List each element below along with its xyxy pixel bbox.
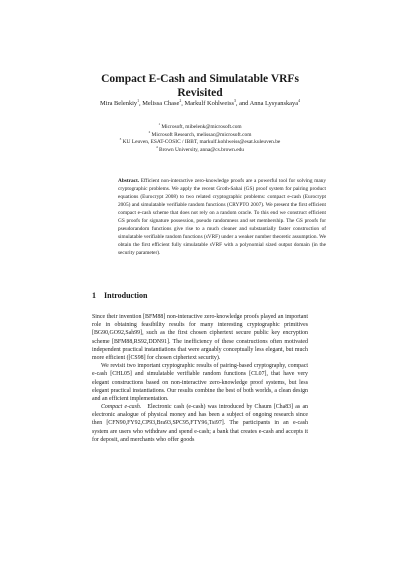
section-title: Introduction <box>104 291 148 300</box>
affiliation: $^4$ Brown University, anna@cs.brown.edu <box>156 144 244 153</box>
affiliation: $^2$ Microsoft Research, melissac@microsoft.com <box>148 129 252 138</box>
paragraph-title: Compact e-cash. <box>101 404 142 411</box>
affiliation: $^3$ KU Leuven, ESAT-COSIC / IBBT, markulf.kohlweiss@esat.kuleuven.be <box>119 137 281 146</box>
abstract-label: Abstract. <box>118 178 140 184</box>
affiliation: $^1$ Microsoft, mibelenk@microsoft.com <box>158 122 242 130</box>
author: Melissa Chase$^2$ <box>142 98 182 107</box>
body-text <box>92 313 308 444</box>
author: Markulf Kohlweiss$^3$ <box>184 98 236 107</box>
paper-title-line-2: Revisited <box>177 87 223 99</box>
affiliation-list <box>0 124 400 154</box>
section-heading <box>92 291 147 300</box>
paragraph: We revisit two important cryptographic results of pairing-based cryptography, compact e-cash [CHL05] and simulatable verifiable random functions [CL07], that have very elegant constructions based on non-interactive zero-knowledge proof systems, but less elegant practical instantiations. Our results combine the best of both worlds, a clean design and an efficient implementation. <box>92 363 308 402</box>
author: Mira Belenkiy$^1$ <box>100 98 140 107</box>
section-number: 1 <box>92 291 96 300</box>
paragraph: Compact e-cash. Electronic cash (e-cash) was introduced by Chaum [Cha83] as an electronic analogue of physical money and has been a subject of ongoing research since then [CFN90,FY92,CP93,Bra93,SPC95,FTY96,Tsi97]. The participants in an e-cash system are users who withdraw and spend e-cash; a bank that creates e-cash and accepts it for deposit, and merchants who offer goods <box>92 404 308 443</box>
abstract <box>118 178 326 258</box>
author: and Anna Lysyanskaya$^4$ <box>239 98 300 107</box>
author-list: Mira Belenkiy$^1$, Melissa Chase$^2$, Markulf Kohlweiss$^3$, and Anna Lysyanskaya$^4$ <box>100 98 300 107</box>
paragraph: Since their invention [BFM88] non-interactive zero-knowledge proofs played an important role in obtaining feasibility results for many interesting cryptographic primitives [BG90,GO92,Sah99], such as the first chosen ciphertext secure public key encryption scheme [BFM88,RS92,DDN91]. The inefficiency of these constructions often motivated independent practical instantiations that were arguably conceptually less elegant, but much more efficient ([CS98] for chosen ciphertext security). <box>92 314 308 361</box>
paper-title-line-1: Compact E-Cash and Simulatable VRFs <box>101 73 299 85</box>
abstract-text: Efficient non-interactive zero-knowledge proofs are a powerful tool for solving many cryptographic problems. We apply the recent Groth-Sahai (GS) proof system for pairing product equations (Eurocrypt 2008) to two related cryptographic problems: compact e-cash (Eurocrypt 2005) and simulatable verifiable random functions (CRYPTO 2007). We present the first efficient compact e-cash scheme that does not rely on a random oracle. To this end we construct efficient GS proofs for signature possession, pseudo randomness and set membership. The GS proofs for pseudorandom functions give rise to a much cleaner and substantially faster construction of simulatable verifiable random functions (sVRF) under a weaker number theoretic assumption. We obtain the first efficient fully simulatable sVRF with a polynomial sized output domain (in the security parameter). <box>118 178 326 256</box>
